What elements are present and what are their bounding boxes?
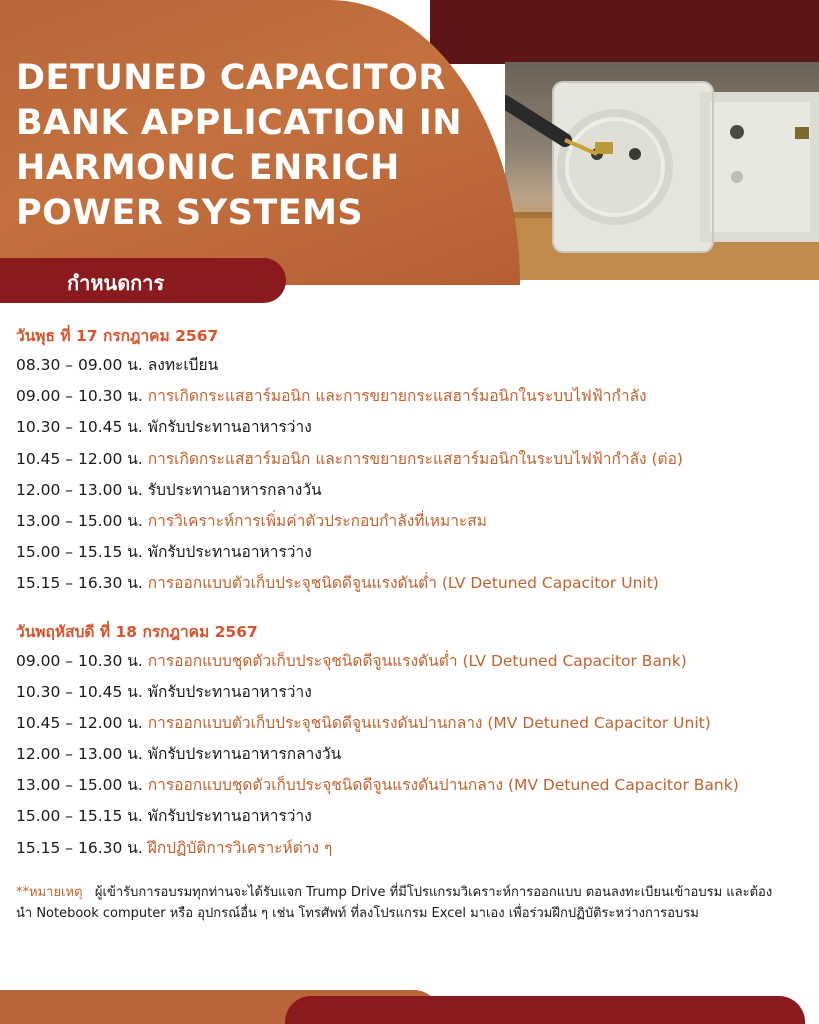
row-time: 15.15 – 16.30 น. bbox=[16, 574, 143, 593]
row-topic: ลงทะเบียน bbox=[147, 356, 219, 374]
title-line: DETUNED CAPACITOR bbox=[16, 58, 446, 98]
row-topic: พักรับประทานอาหารว่าง bbox=[147, 682, 312, 701]
row-time: 08.30 – 09.00 น. bbox=[16, 356, 143, 374]
row-topic: พักรับประทานอาหารว่าง bbox=[147, 418, 312, 437]
header-hero bbox=[0, 0, 819, 285]
day-gap bbox=[16, 600, 806, 618]
row-time: 12.00 – 13.00 น. bbox=[16, 745, 143, 764]
section-label: กำหนดการ bbox=[67, 271, 165, 295]
row-time: 15.00 – 15.15 น. bbox=[16, 807, 143, 826]
schedule-row bbox=[16, 412, 806, 443]
schedule-row bbox=[16, 801, 806, 832]
row-topic: พักรับประทานอาหารว่าง bbox=[147, 543, 312, 562]
row-time: 10.30 – 10.45 น. bbox=[16, 682, 143, 701]
row-time: 10.30 – 10.45 น. bbox=[16, 418, 143, 437]
row-topic: การออกแบบชุดตัวเก็บประจุชนิดดีจูนแรงดันต่ำ (LV Detuned Capacitor Bank) bbox=[147, 651, 687, 670]
remark-text: ผู้เข้ารับการอบรมทุกท่านจะได้รับแจก Trump Drive ที่มีโปรแกรมวิเคราะห์การออกแบบ ตอนลงทะเบียนเข้าอบรม และต้องนำ Notebook computer หรือ อุปกรณ์อื่น ๆ เช่น โทรศัพท์ ที่ลงโปรแกรม Excel มาเอง เพื่อร่วมฝึกปฏิบัติระหว่างการอบรม bbox=[16, 885, 773, 921]
schedule-row bbox=[16, 646, 806, 677]
row-time: 12.00 – 13.00 น. bbox=[16, 480, 143, 499]
row-time: 10.45 – 12.00 น. bbox=[16, 449, 143, 468]
schedule-row bbox=[16, 475, 806, 506]
row-time: 10.45 – 12.00 น. bbox=[16, 713, 143, 732]
schedule-row bbox=[16, 677, 806, 708]
row-topic: รับประทานอาหารกลางวัน bbox=[147, 480, 322, 499]
row-topic: การออกแบบชุดตัวเก็บประจุชนิดดีจูนแรงดันปานกลาง (MV Detuned Capacitor Bank) bbox=[147, 776, 739, 795]
row-time: 15.15 – 16.30 น. bbox=[16, 838, 143, 857]
remark-label: **หมายเหตุ bbox=[16, 885, 83, 900]
schedule-row bbox=[16, 350, 806, 381]
day-title: วันพฤหัสบดี ที่ 18 กรกฎาคม 2567 bbox=[16, 622, 258, 641]
row-topic: พักรับประทานอาหารว่าง bbox=[147, 807, 312, 826]
header-dark-band bbox=[430, 0, 819, 64]
row-topic: การเกิดกระแสฮาร์มอนิก และการขยายกระแสฮาร์มอนิกในระบบไฟฟ้ากำลัง bbox=[147, 387, 647, 406]
schedule-row bbox=[16, 833, 806, 864]
row-time: 15.00 – 15.15 น. bbox=[16, 543, 143, 562]
schedule-row bbox=[16, 708, 806, 739]
row-time: 09.00 – 10.30 น. bbox=[16, 651, 143, 670]
row-topic: การเกิดกระแสฮาร์มอนิก และการขยายกระแสฮาร์มอนิกในระบบไฟฟ้ากำลัง (ต่อ) bbox=[147, 449, 683, 468]
footer-red-shape bbox=[285, 996, 805, 1024]
page-title bbox=[16, 56, 496, 236]
row-topic: การวิเคราะห์การเพิ่มค่าตัวประกอบกำลังที่เหมาะสม bbox=[147, 511, 487, 530]
power-socket-photo bbox=[505, 62, 819, 280]
row-topic: พักรับประทานอาหารกลางวัน bbox=[147, 745, 342, 764]
row-topic: ฝึกปฏิบัติการวิเคราะห์ต่าง ๆ bbox=[147, 838, 333, 857]
schedule-row bbox=[16, 506, 806, 537]
section-label-badge bbox=[0, 258, 286, 303]
row-time: 09.00 – 10.30 น. bbox=[16, 387, 143, 406]
row-topic: การออกแบบตัวเก็บประจุชนิดดีจูนแรงดันต่ำ (LV Detuned Capacitor Unit) bbox=[147, 574, 659, 593]
schedule-row bbox=[16, 381, 806, 412]
day-title: วันพุธ ที่ 17 กรกฎาคม 2567 bbox=[16, 327, 219, 345]
socket-illustration bbox=[505, 62, 819, 280]
schedule-row bbox=[16, 444, 806, 475]
schedule-row bbox=[16, 568, 806, 599]
title-line: HARMONIC ENRICH bbox=[16, 148, 400, 188]
schedule-row bbox=[16, 739, 806, 770]
title-line: BANK APPLICATION IN bbox=[16, 103, 463, 143]
row-time: 13.00 – 15.00 น. bbox=[16, 776, 143, 795]
row-topic: การออกแบบตัวเก็บประจุชนิดดีจูนแรงดันปานกลาง (MV Detuned Capacitor Unit) bbox=[147, 713, 711, 732]
title-line: POWER SYSTEMS bbox=[16, 193, 364, 233]
row-time: 13.00 – 15.00 น. bbox=[16, 511, 143, 530]
schedule-row bbox=[16, 537, 806, 568]
schedule bbox=[16, 322, 806, 864]
schedule-row bbox=[16, 770, 806, 801]
remark-note bbox=[16, 882, 776, 924]
